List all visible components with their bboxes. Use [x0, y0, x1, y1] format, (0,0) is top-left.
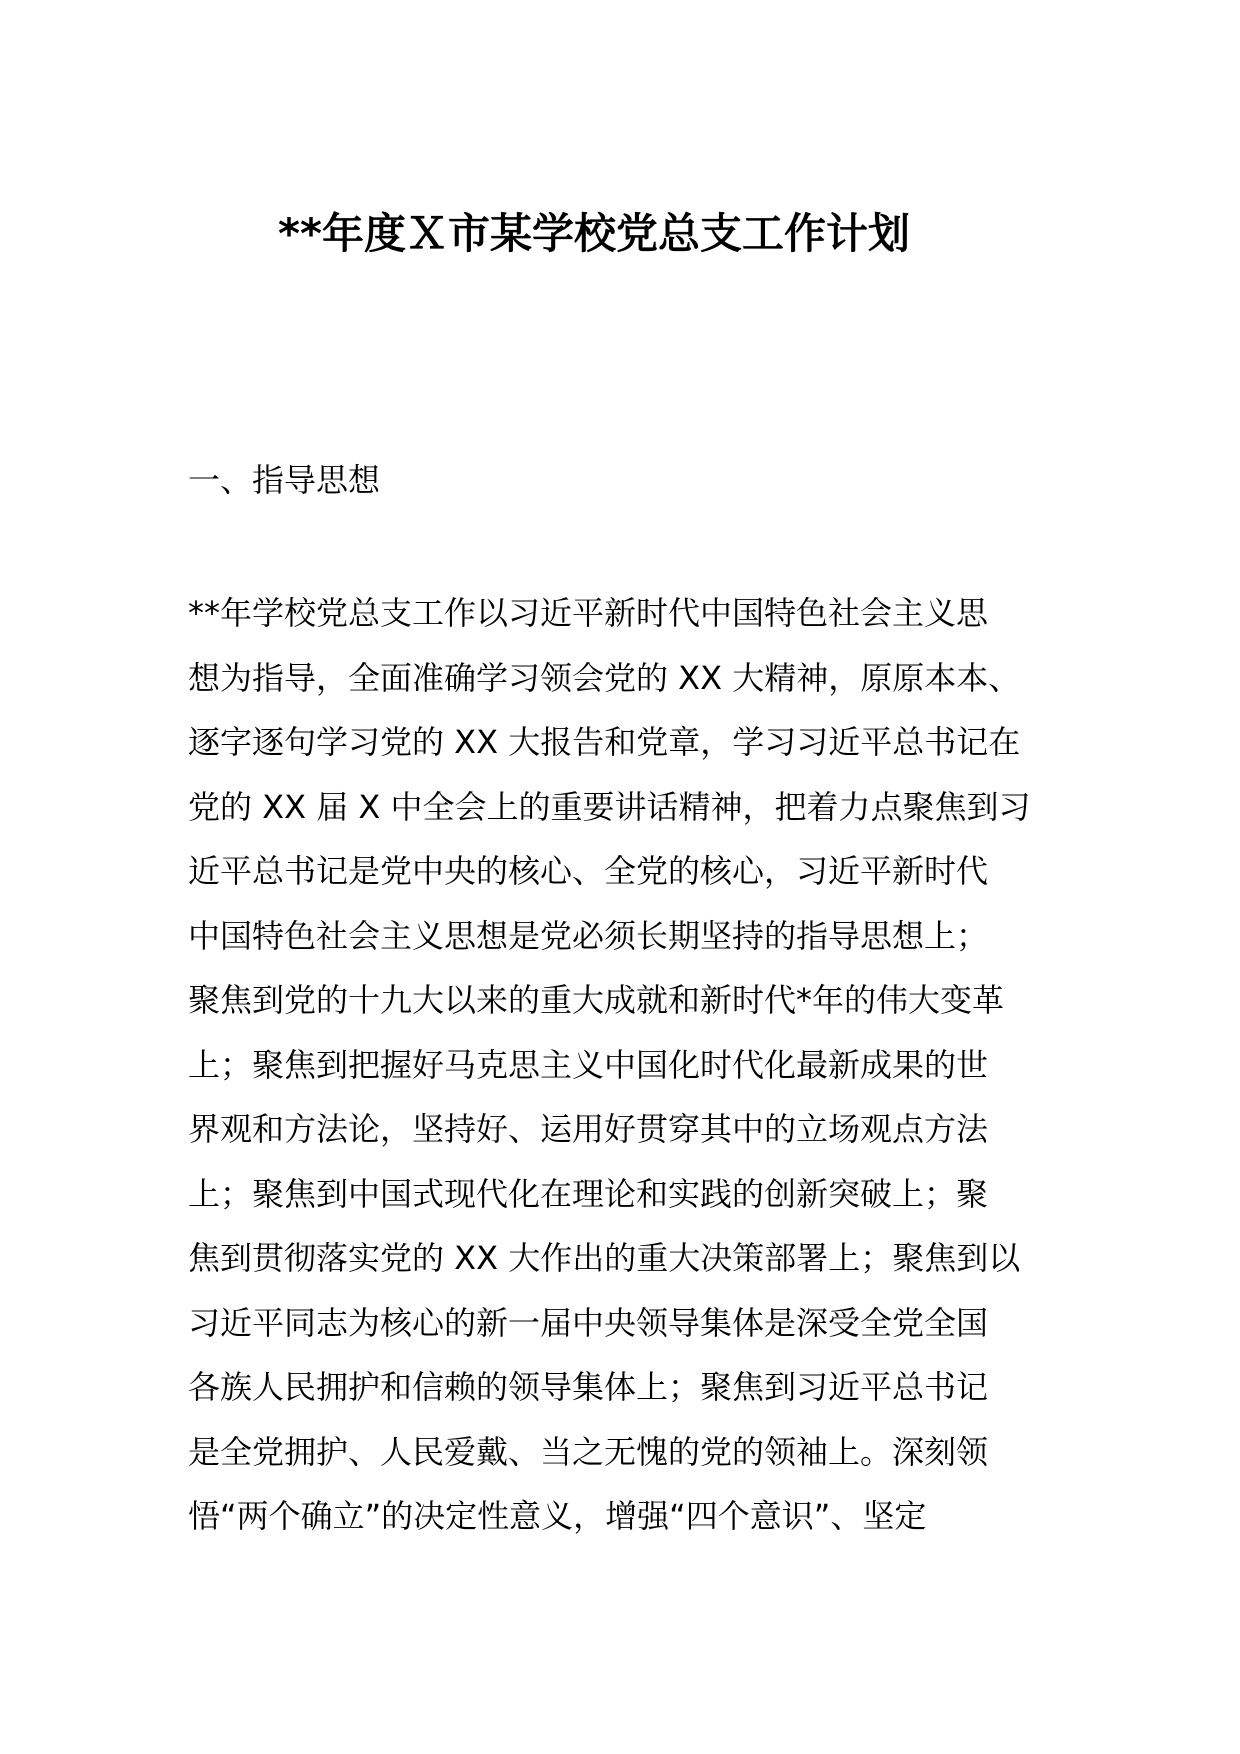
paragraph-line: 上；聚焦到中国式现代化在理论和实践的创新突破上；聚	[188, 1174, 989, 1213]
section-body-paragraph	[188, 588, 1068, 1556]
paragraph-line: 界观和方法论，坚持好、运用好贯穿其中的立场观点方法	[188, 1110, 989, 1148]
paragraph-line: 各族人民拥护和信赖的领导集体上；聚焦到习近平总书记	[188, 1368, 989, 1406]
paragraph-line: 悟“两个确立”的决定性意义，增强“四个意识”、坚定	[188, 1497, 927, 1535]
paragraph-line: 焦到贯彻落实党的 XX 大作出的重大决策部署上；聚焦到以	[188, 1239, 1021, 1277]
paragraph-line: 中国特色社会主义思想是党必须长期坚持的指导思想上；	[188, 916, 989, 955]
paragraph-line: 逐字逐句学习党的 XX 大报告和党章，学习习近平总书记在	[188, 723, 1021, 761]
paragraph-line: 是全党拥护、人民爱戴、当之无愧的党的领袖上。深刻领	[188, 1432, 989, 1471]
paragraph-line: 聚焦到党的十九大以来的重大成就和新时代*年的伟大变革	[188, 981, 1005, 1019]
paragraph-line: **年学校党总支工作以习近平新时代中国特色社会主义思	[188, 594, 989, 632]
section-heading-guiding-ideology: 一、指导思想	[188, 461, 381, 499]
paragraph-line: 上；聚焦到把握好马克思主义中国化时代化最新成果的世	[188, 1045, 989, 1084]
paragraph-line: 近平总书记是党中央的核心、全党的核心，习近平新时代	[188, 852, 989, 890]
paragraph-line: 习近平同志为核心的新一届中央领导集体是深受全党全国	[188, 1303, 989, 1342]
paragraph-line: 党的 XX 届 X 中全会上的重要讲话精神，把着力点聚焦到习	[188, 787, 1031, 826]
document-title: **年度Ｘ市某学校党总支工作计划	[278, 209, 910, 258]
paragraph-line: 想为指导，全面准确学习领会党的 XX 大精神，原原本本、	[188, 658, 1021, 697]
